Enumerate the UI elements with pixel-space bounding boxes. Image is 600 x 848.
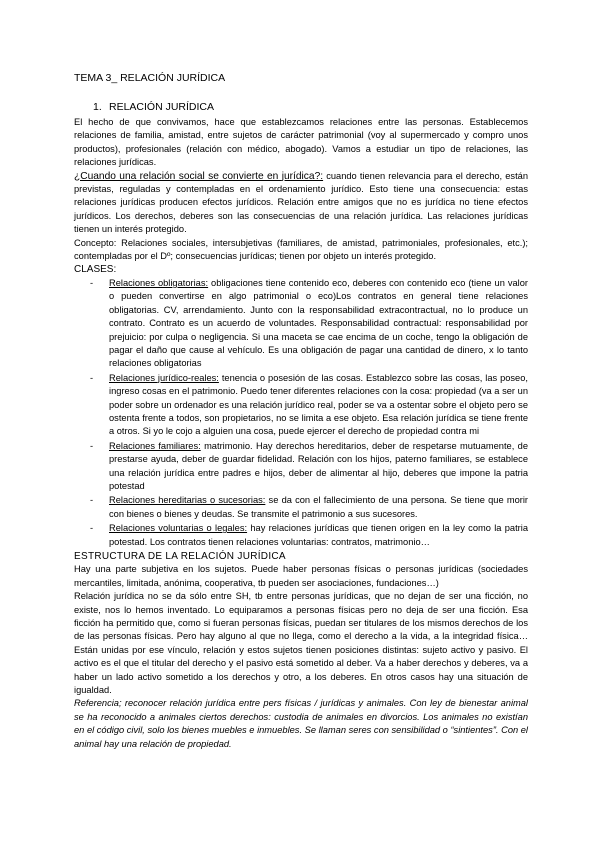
clase-label: Relaciones jurídico-reales:: [109, 372, 219, 383]
estructura-paragraph-2: Relación jurídica no se da sólo entre SH, tb entre personas jurídicas, que no dejan de ser una ficción, no existe, nos lo hemos inventado. Lo equiparamos a personas físicas pero no deja de ser una ficción. Esa ficción ha permitido que, como si fueran personas físicas, puedan ser titulares de los mismos derechos de los de las personas físicas. Pero hay alguno al que no llega, como el derecho a la vida, a la integridad física… Están unidas por ese vínculo, relación y estos sujetos tienen posiciones distintas: sujeto activo y pasivo. El activo es el que el titular del derecho y el pasivo está sometido al deber. Va a haber derechos y deberes, va a haber un lado activo sometido a los derechos y otro, a los deberes. En otros casos hay una situación de igualdad.: [74, 591, 528, 696]
dash-bullet: -: [90, 523, 94, 534]
intro-paragraph: El hecho de que convivamos, hace que establezcamos relaciones entre las personas. Establecemos relaciones de familia, amistad, entre sujetos de carácter patrimonial (voy al supermercado y compro unos productos), profesionales (relación con médico, abogado). Vamos a estudiar un tipo de relaciones, las relaciones jurídicas.: [74, 117, 528, 168]
list-item: [74, 372, 528, 439]
dash-bullet: -: [90, 277, 94, 288]
list-item: [74, 522, 528, 549]
document-title: TEMA 3_ RELACIÓN JURÍDICA: [74, 72, 226, 84]
clase-text: se da con el fallecimiento de una persona. Se tiene que morir con bienes o bienes y deudas. Se transmite el patrimonio a sus sucesores.: [109, 495, 528, 519]
dash-bullet: -: [90, 440, 94, 451]
estructura-paragraph-1: Hay una parte subjetiva en los sujetos. Puede haber personas físicas o personas jurídicas (sociedades mercantiles, limitada, anónima, cooperativa, tb pueden ser asociaciones, fundaciones…): [74, 564, 528, 588]
clases-list: [74, 277, 528, 549]
list-item: [74, 277, 528, 371]
clase-label: Relaciones hereditarias o sucesorias:: [109, 495, 266, 506]
section-heading: [93, 101, 528, 113]
document-page: [74, 72, 528, 751]
question-lead: ¿Cuando una relación social se convierte en jurídica?:: [74, 170, 324, 182]
referencia-paragraph: Referencia; reconocer relación jurídica entre pers físicas / jurídicas y animales. Con ley de bienestar animal se ha reconocido a animales ciertos derechos: custodia de animales en divorcios. Los animales no existían en el código civil, solo los bienes muebles e inmuebles. Se llaman seres con sensibilidad o “sintientes”. Con el animal hay una relación de propiedad.: [74, 698, 528, 749]
clase-text: hay relaciones jurídicas que tienen origen en la ley como la patria potestad. Los contratos tienen relaciones voluntarias: contratos, matrimonio…: [109, 523, 528, 547]
clase-text: matrimonio. Hay derechos hereditarios, deber de respetarse mutuamente, de prestarse ayuda, deber de guardar fidelidad. Relación con los hijos, paterno familiares, se establece una relación jurídica entre padres e hijos, deber de alimentar al hijo, deberes que impone la patria potestad: [109, 440, 528, 491]
dash-bullet: -: [90, 372, 94, 383]
clase-text: obligaciones tiene contenido eco, deberes con contenido eco (tiene un valor o pueden convertirse en algo patrimonial o eco)Los contratos en general tiene relaciones obligatorias. CV, arrendamiento. Junto con la responsabilidad extracontractual, no lo produce un contrato. Contrato es un acuerdo de voluntades. Responsabilidad contractual: responsabilidad por prejuicio: por culpa o negligencia. Si una maceta se cae encima de un coche, tengo la obligación de pagar el daño que cause al vehículo. Es una obligación de pagar una cantidad de dinero, x lo tanto relaciones obligatorias: [109, 277, 528, 369]
clase-label: Relaciones familiares:: [109, 440, 201, 451]
estructura-heading: ESTRUCTURA DE LA RELACIÓN JURÍDICA: [74, 551, 286, 562]
clase-text: tenencia o posesión de las cosas. Establezco sobre las cosas, las poseo, ingreso cosas en el patrimonio. Puedo tener diferentes relaciones con la cosa: propiedad (va a ser un poder sobre un ordenador es una relación jurídico real, poder se va a ostentar sobre el objeto pero se ostenta frente a todos, son propietarios, no se limita a ese objeto. Esa relación jurídica se tiene frente a otros. Si yo le cojo a alguien una cosa, puede ejercer el derecho de propiedad contra mi: [109, 372, 528, 437]
clase-label: Relaciones obligatorias:: [109, 277, 209, 288]
concepto-paragraph: Concepto: Relaciones sociales, intersubjetivas (familiares, de amistad, patrimoniales, profesionales, etc.); contempladas por el Dº; consecuencias jurídicas; tienen por objeto un interés protegido.: [74, 237, 528, 262]
question-paragraph: [74, 170, 528, 237]
dash-bullet: -: [90, 495, 94, 506]
section-heading-text: RELACIÓN JURÍDICA: [109, 101, 215, 113]
list-item: [74, 440, 528, 494]
question-text: cuando tienen relevancia para el derecho, están previstas, reguladas y contempladas en el ordenamiento jurídico. Esto tiene una consecuencia: estas relaciones jurídicas producen efectos jurídicos. Relación entre amigos que no es jurídica no tiene efectos jurídicos. Los derechos, deberes son las consecuencias de una relación jurídica. Las relaciones jurídicas tienen un interés protegido.: [74, 170, 528, 235]
clase-label: Relaciones voluntarias o legales:: [109, 523, 248, 534]
list-item: [74, 494, 528, 521]
clases-heading: CLASES:: [74, 264, 117, 276]
section-number: 1.: [93, 101, 102, 113]
